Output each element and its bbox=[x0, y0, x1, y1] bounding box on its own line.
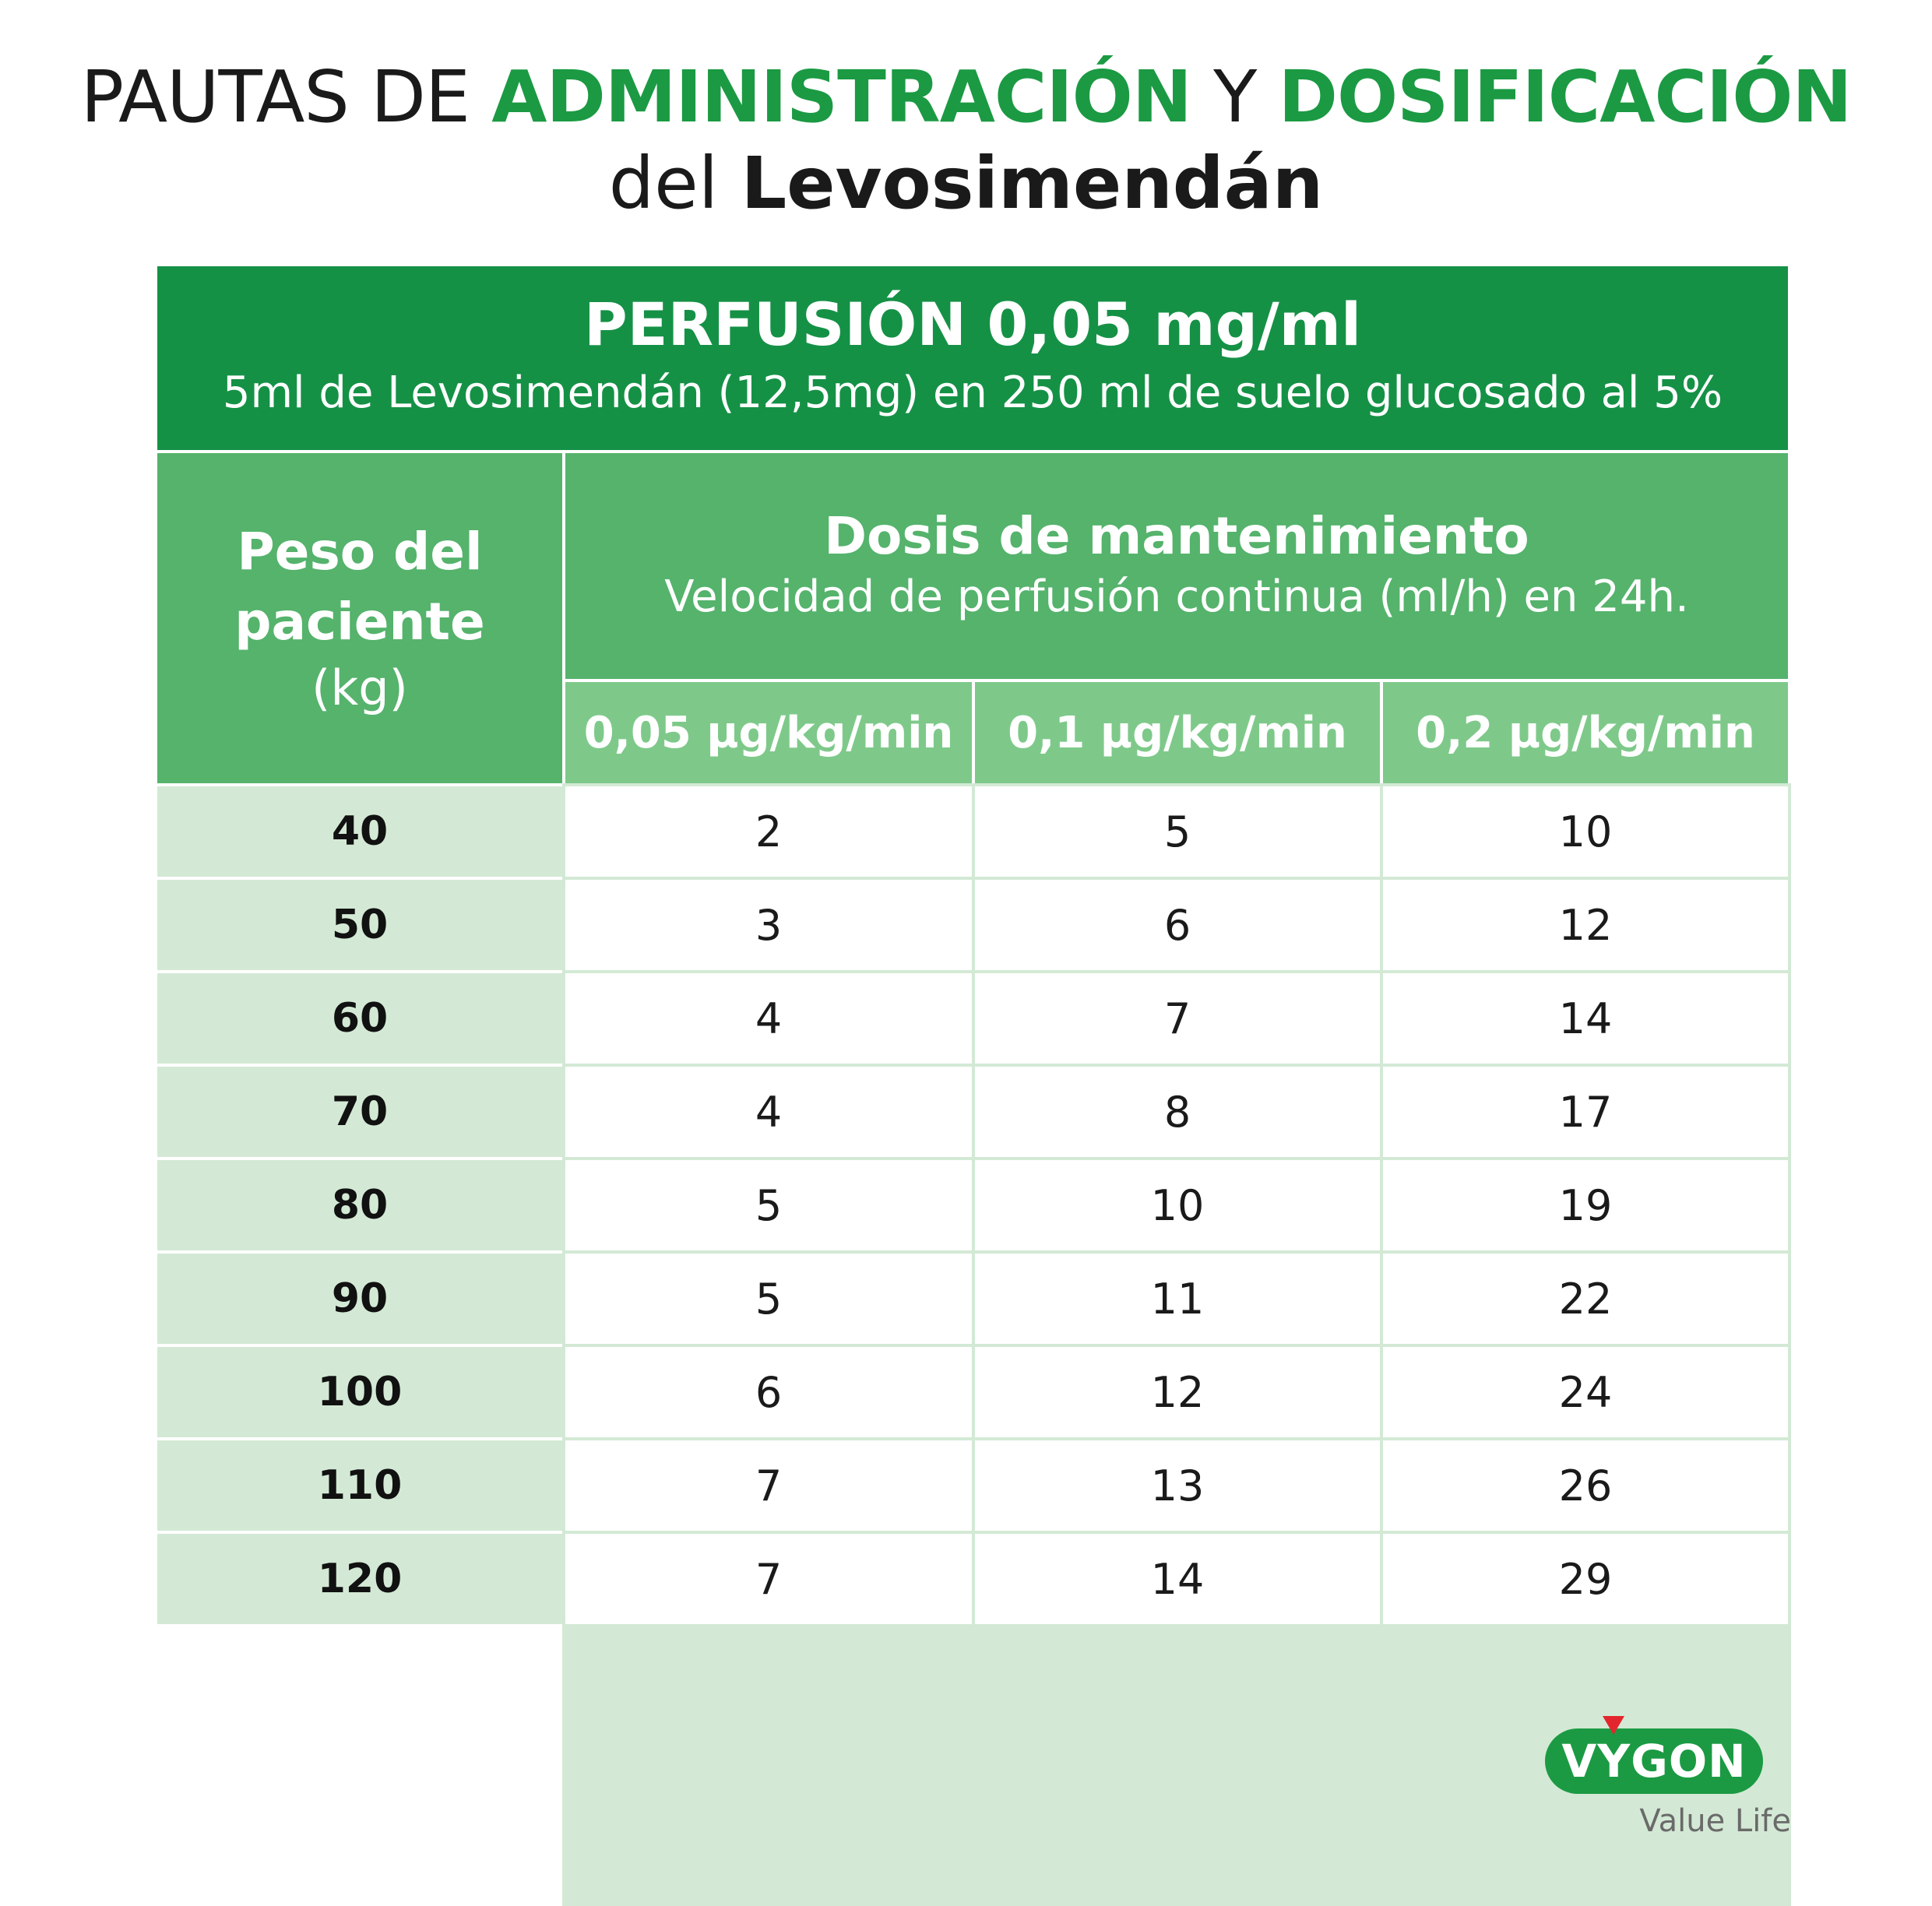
dose-column-header bbox=[565, 453, 1788, 679]
rate-value-cell: 5 bbox=[565, 1254, 972, 1344]
banner-title: PERFUSIÓN 0,05 mg/ml bbox=[583, 290, 1362, 359]
rate-value-cell: 3 bbox=[565, 880, 972, 970]
perfusion-banner bbox=[157, 266, 1788, 450]
weight-cell: 80 bbox=[157, 1160, 562, 1250]
weight-cell: 50 bbox=[157, 880, 562, 970]
rate-value-cell: 7 bbox=[565, 1534, 972, 1624]
weight-header-line-2: paciente bbox=[234, 592, 485, 652]
title-text-dosificacion: DOSIFICACIÓN bbox=[1278, 55, 1852, 139]
rate-header-0-2: 0,2 µg/kg/min bbox=[1383, 682, 1788, 783]
title-line-2 bbox=[0, 140, 1932, 227]
title-text-y: Y bbox=[1191, 55, 1279, 139]
rate-header-0-05: 0,05 µg/kg/min bbox=[565, 682, 972, 783]
weight-cell: 120 bbox=[157, 1534, 562, 1624]
rate-value-cell: 6 bbox=[975, 880, 1380, 970]
rate-value-cell: 19 bbox=[1383, 1160, 1788, 1250]
rate-header-0-1: 0,1 µg/kg/min bbox=[975, 682, 1380, 783]
rate-value-cell: 8 bbox=[975, 1067, 1380, 1157]
vygon-logo bbox=[1542, 1713, 1791, 1845]
page-title bbox=[0, 55, 1932, 227]
weight-column-header bbox=[157, 453, 562, 783]
rate-value-cell: 14 bbox=[975, 1534, 1380, 1624]
rate-value-cell: 13 bbox=[975, 1440, 1380, 1531]
rate-value-cell: 6 bbox=[565, 1347, 972, 1437]
rate-value-cell: 12 bbox=[1383, 880, 1788, 970]
rate-value-cell: 29 bbox=[1383, 1534, 1788, 1624]
logo-red-triangle-icon bbox=[1603, 1716, 1624, 1735]
title-text-pautas: PAUTAS DE bbox=[80, 55, 492, 139]
weight-cell: 40 bbox=[157, 786, 562, 877]
weight-cell: 60 bbox=[157, 973, 562, 1064]
rate-value-cell: 24 bbox=[1383, 1347, 1788, 1437]
rate-value-cell: 26 bbox=[1383, 1440, 1788, 1531]
title-text-administracion: ADMINISTRACIÓN bbox=[491, 55, 1191, 139]
rate-value-cell: 17 bbox=[1383, 1067, 1788, 1157]
rate-value-cell: 10 bbox=[1383, 786, 1788, 877]
rate-value-cell: 2 bbox=[565, 786, 972, 877]
title-line-1 bbox=[0, 55, 1932, 140]
rate-value-cell: 4 bbox=[565, 973, 972, 1064]
weight-header-line-1: Peso del bbox=[237, 522, 483, 582]
rate-value-cell: 14 bbox=[1383, 973, 1788, 1064]
rate-value-cell: 22 bbox=[1383, 1254, 1788, 1344]
weight-cell: 90 bbox=[157, 1254, 562, 1344]
rate-value-cell: 7 bbox=[975, 973, 1380, 1064]
weight-cell: 110 bbox=[157, 1440, 562, 1531]
weight-cell: 100 bbox=[157, 1347, 562, 1437]
banner-subtitle: 5ml de Levosimendán (12,5mg) en 250 ml de suelo glucosado al 5% bbox=[222, 367, 1723, 418]
logo-tagline: Value Life bbox=[1639, 1803, 1791, 1839]
logo-brand: VYGON bbox=[1545, 1728, 1763, 1794]
weight-cell: 70 bbox=[157, 1067, 562, 1157]
title-text-levosimendan: Levosimendán bbox=[741, 142, 1324, 225]
rate-value-cell: 5 bbox=[975, 786, 1380, 877]
rate-value-cell: 4 bbox=[565, 1067, 972, 1157]
dose-header-title: Dosis de mantenimiento bbox=[824, 506, 1529, 566]
rate-value-cell: 11 bbox=[975, 1254, 1380, 1344]
rate-value-cell: 5 bbox=[565, 1160, 972, 1250]
title-text-del: del bbox=[608, 142, 741, 225]
dose-header-subtitle: Velocidad de perfusión continua (ml/h) en 24h. bbox=[664, 571, 1689, 622]
rate-value-cell: 12 bbox=[975, 1347, 1380, 1437]
weight-header-unit: (kg) bbox=[311, 659, 408, 716]
rate-value-cell: 10 bbox=[975, 1160, 1380, 1250]
rate-value-cell: 7 bbox=[565, 1440, 972, 1531]
